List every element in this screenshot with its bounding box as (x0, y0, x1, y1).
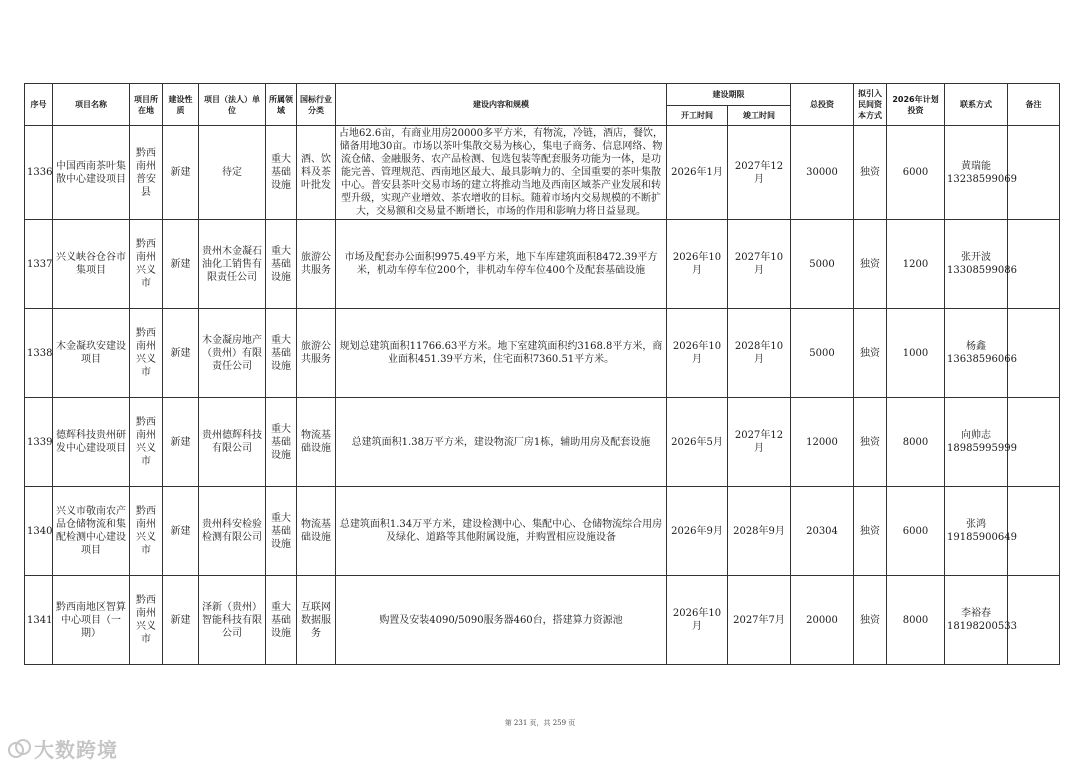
cell-seq: 1340 (25, 487, 53, 576)
cell-plan2026: 6000 (887, 487, 945, 576)
cell-investment: 20304 (791, 487, 854, 576)
cell-name: 兴义峡谷仓谷市集项目 (53, 220, 130, 309)
cell-location: 黔西南州兴义市 (130, 487, 163, 576)
cell-location: 黔西南州兴义市 (130, 398, 163, 487)
cell-field: 重大基础设施 (266, 398, 297, 487)
cell-field: 重大基础设施 (266, 220, 297, 309)
cell-location: 黔西南州普安县 (130, 126, 163, 220)
cell-end: 2028年10月 (728, 309, 791, 398)
cell-nature: 新建 (163, 309, 199, 398)
cell-name: 兴义市敬南农产品仓储物流和集配检测中心建设项目 (53, 487, 130, 576)
header-plan2026: 2026年计划投资 (887, 84, 945, 126)
cell-seq: 1338 (25, 309, 53, 398)
cell-seq: 1337 (25, 220, 53, 309)
watermark-logo (8, 734, 118, 763)
cell-name: 德辉科技贵州研发中心建设项目 (53, 398, 130, 487)
cell-investment: 5000 (791, 220, 854, 309)
cell-location: 黔西南州兴义市 (130, 220, 163, 309)
cell-capital-mode: 独资 (854, 576, 887, 665)
cell-start: 2026年10月 (667, 576, 728, 665)
cell-investment: 12000 (791, 398, 854, 487)
table-row (25, 126, 1060, 220)
header-investment: 总投资 (791, 84, 854, 126)
project-table (24, 83, 1060, 665)
cell-name: 中国西南茶叶集散中心建设项目 (53, 126, 130, 220)
contact-name: 黄瑞能 (961, 160, 991, 172)
cell-content: 规划总建筑面积11766.63平方米。地下室建筑面积约3168.8平方米，商业面积451.39平方米，住宅面积7360.51平方米。 (336, 309, 667, 398)
cell-end: 2028年9月 (728, 487, 791, 576)
contact-phone: 18985995999 (947, 443, 1017, 454)
cell-contact (945, 220, 1017, 309)
logo-rings-icon (8, 739, 30, 759)
header-location: 项目所在地 (130, 84, 163, 126)
cell-investment: 5000 (791, 309, 854, 398)
cell-start: 2026年10月 (667, 309, 728, 398)
cell-location: 黔西南州兴义市 (130, 309, 163, 398)
cell-investment: 20000 (791, 576, 854, 665)
contact-phone: 13638596066 (947, 354, 1017, 365)
cell-contact (945, 487, 1017, 576)
cell-remarks (1008, 487, 1060, 576)
cell-industry: 旅游公共服务 (297, 220, 336, 309)
cell-nature: 新建 (163, 126, 199, 220)
contact-name: 张开波 (961, 252, 991, 263)
cell-unit: 贵州德辉科技有限公司 (199, 398, 266, 487)
header-unit: 项目（法人）单位 (199, 84, 266, 126)
cell-end: 2027年7月 (728, 576, 791, 665)
cell-nature: 新建 (163, 576, 199, 665)
cell-industry: 物流基础设施 (297, 398, 336, 487)
table-row (25, 398, 1060, 487)
cell-remarks (1008, 220, 1060, 309)
cell-nature: 新建 (163, 487, 199, 576)
cell-start: 2026年10月 (667, 220, 728, 309)
cell-end: 2027年12月 (728, 398, 791, 487)
cell-plan2026: 8000 (887, 576, 945, 665)
table-row (25, 487, 1060, 576)
contact-phone: 13308599086 (947, 265, 1017, 276)
cell-remarks (1008, 576, 1060, 665)
contact-name: 向帅志 (961, 430, 991, 441)
cell-end: 2027年12月 (728, 126, 791, 220)
cell-contact (945, 398, 1017, 487)
page-footer: 第 231 页，共 259 页 (504, 719, 576, 727)
header-period: 建设期限 (667, 84, 791, 106)
header-row (25, 84, 1060, 106)
cell-remarks (1008, 126, 1060, 220)
cell-content: 总建筑面积1.34万平方米，建设检测中心、集配中心、仓储物流综合用房及绿化、道路等其他附属设施，并购置相应设施设备 (336, 487, 667, 576)
cell-capital-mode: 独资 (854, 220, 887, 309)
cell-content: 市场及配套办公面积9975.49平方米，地下车库建筑面积8472.39平方米，机动车停车位200个，非机动车停车位400个及配套基础设施 (336, 220, 667, 309)
cell-plan2026: 6000 (887, 126, 945, 220)
cell-plan2026: 8000 (887, 398, 945, 487)
table-row (25, 309, 1060, 398)
cell-start: 2026年1月 (667, 126, 728, 220)
cell-unit: 泽新（贵州）智能科技有限公司 (199, 576, 266, 665)
cell-nature: 新建 (163, 398, 199, 487)
cell-unit: 待定 (199, 126, 266, 220)
cell-unit: 贵州科安检验检测有限公司 (199, 487, 266, 576)
cell-seq: 1336 (25, 126, 53, 220)
header-seq: 序号 (25, 84, 53, 126)
header-capital-mode: 拟引入民间资本方式 (854, 84, 887, 126)
cell-field: 重大基础设施 (266, 126, 297, 220)
cell-nature: 新建 (163, 220, 199, 309)
cell-seq: 1341 (25, 576, 53, 665)
table-body (25, 126, 1060, 665)
cell-name: 木金凝玖安建设项目 (53, 309, 130, 398)
header-industry: 国标行业分类 (297, 84, 336, 126)
cell-industry: 物流基础设施 (297, 487, 336, 576)
cell-content: 总建筑面积1.38万平方米，建设物流厂房1栋，辅助用房及配套设施 (336, 398, 667, 487)
cell-end: 2027年10月 (728, 220, 791, 309)
cell-plan2026: 1000 (887, 309, 945, 398)
header-end: 竣工时间 (728, 106, 791, 126)
contact-phone: 19185900649 (947, 532, 1017, 543)
contact-name: 张鸿 (966, 519, 986, 530)
header-field: 所属领域 (266, 84, 297, 126)
cell-field: 重大基础设施 (266, 309, 297, 398)
cell-capital-mode: 独资 (854, 309, 887, 398)
cell-contact (945, 576, 1017, 665)
table-row (25, 220, 1060, 309)
cell-remarks (1008, 309, 1060, 398)
cell-capital-mode: 独资 (854, 487, 887, 576)
header-start: 开工时间 (667, 106, 728, 126)
cell-unit: 木金凝房地产（贵州）有限责任公司 (199, 309, 266, 398)
header-nature: 建设性质 (163, 84, 199, 126)
cell-unit: 贵州木金凝石油化工销售有限责任公司 (199, 220, 266, 309)
cell-content: 购置及安装4090/5090服务器460台，搭建算力资源池 (336, 576, 667, 665)
cell-location: 黔西南州兴义市 (130, 576, 163, 665)
header-content: 建设内容和规模 (336, 84, 667, 126)
cell-capital-mode: 独资 (854, 398, 887, 487)
cell-industry: 互联网数据服务 (297, 576, 336, 665)
header-remarks: 备注 (1008, 84, 1060, 126)
table-row (25, 576, 1060, 665)
cell-field: 重大基础设施 (266, 576, 297, 665)
cell-contact (945, 126, 1017, 220)
contact-name: 杨鑫 (966, 341, 986, 352)
cell-name: 黔西南地区智算中心项目（一期） (53, 576, 130, 665)
cell-investment: 30000 (791, 126, 854, 220)
cell-industry: 酒、饮料及茶叶批发 (297, 126, 336, 220)
cell-industry: 旅游公共服务 (297, 309, 336, 398)
contact-name: 李裕春 (961, 608, 991, 619)
watermark-text: 大数跨境 (34, 738, 118, 762)
contact-phone: 18198200533 (947, 621, 1017, 632)
header-contact: 联系方式 (945, 84, 1008, 126)
cell-plan2026: 1200 (887, 220, 945, 309)
cell-capital-mode: 独资 (854, 126, 887, 220)
cell-seq: 1339 (25, 398, 53, 487)
cell-field: 重大基础设施 (266, 487, 297, 576)
cell-start: 2026年9月 (667, 487, 728, 576)
header-name: 项目名称 (53, 84, 130, 126)
cell-remarks (1008, 398, 1060, 487)
cell-contact (945, 309, 1017, 398)
cell-start: 2026年5月 (667, 398, 728, 487)
cell-content: 占地62.6亩，有商业用房20000多平方米，有物流，冷链，酒店，餐饮，储备用地30亩。市场以茶叶集散交易为核心，集电子商务、信息网络、物流仓储、金融服务、农产品检测、包选包装等配套服务功能为一体，是功能完善、管理规范、西南地区最大、最具影响力的、全国重要的茶叶集散中心。普安县茶叶交易市场的建立将推动当地及西南区域茶产业发展和转型升级，实现产业增效、茶农增收的目标。随着市场内交易规模的不断扩大，交易额和交易量不断增长，市场的作用和影响力将日益显现。 (336, 126, 667, 220)
contact-phone: 13238599069 (947, 173, 1017, 185)
